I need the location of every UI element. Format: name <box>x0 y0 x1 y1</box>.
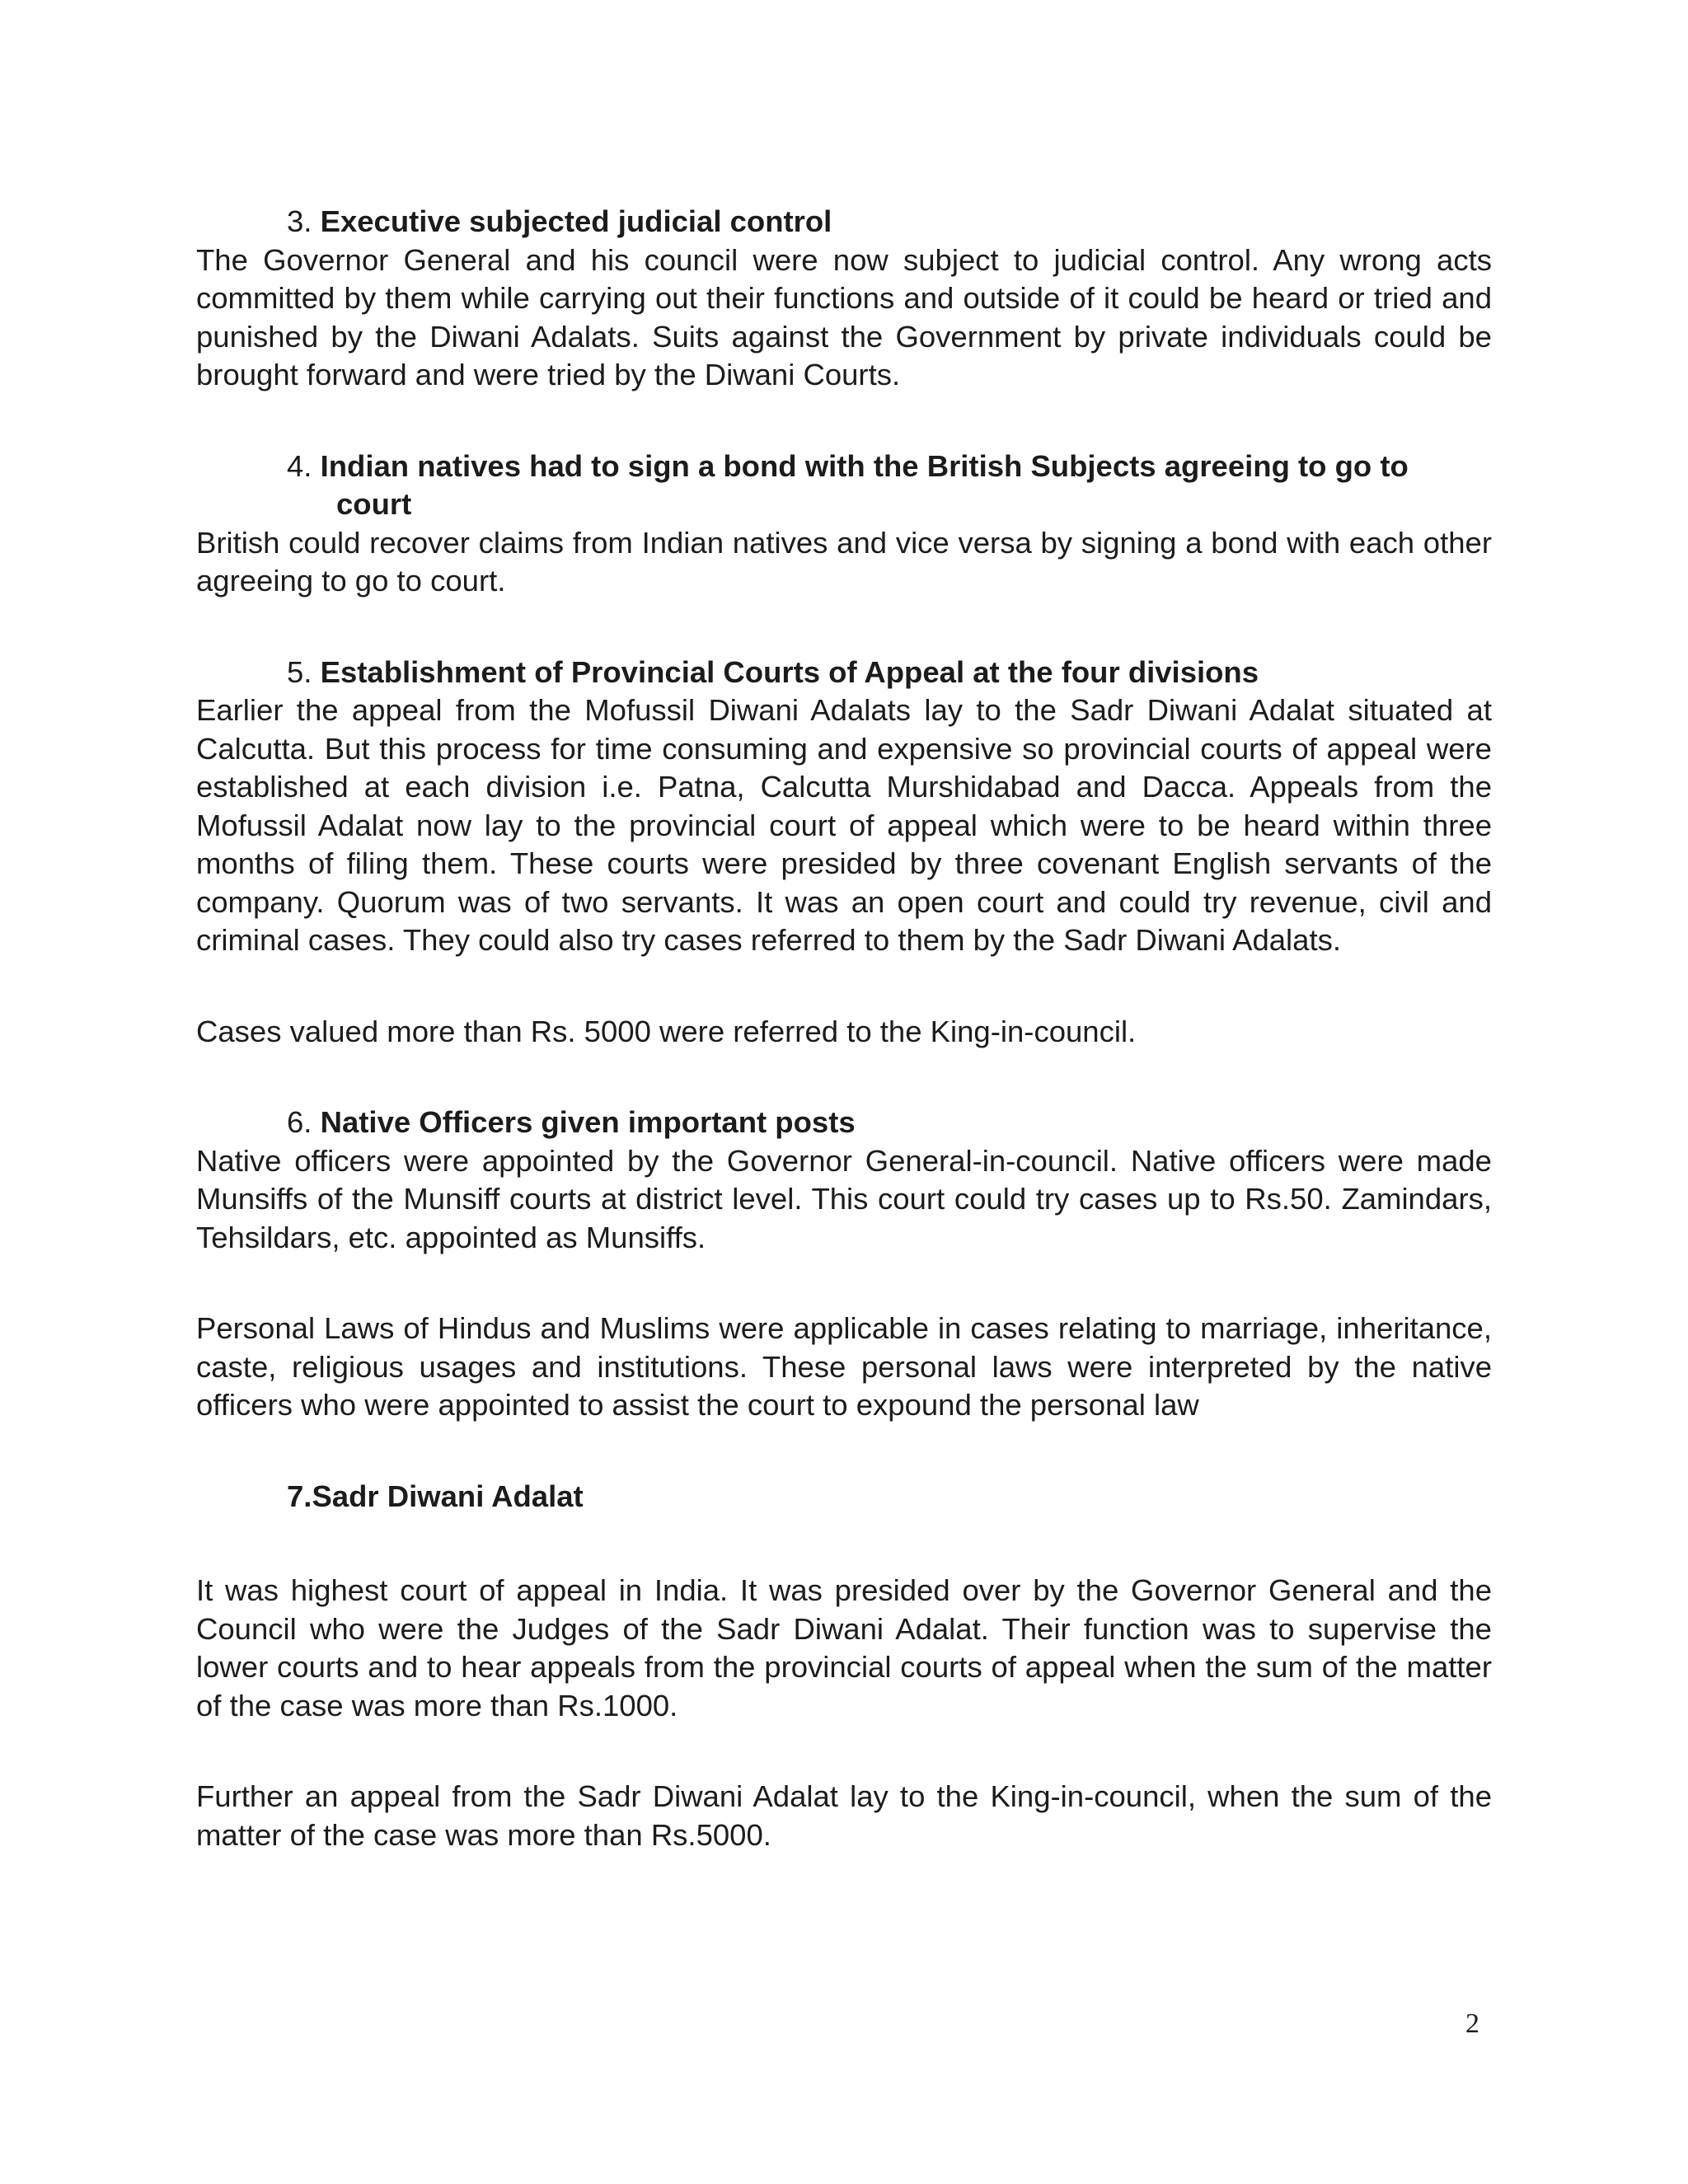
section-heading-7 <box>196 1478 1492 1516</box>
section-number: 7. <box>287 1479 312 1513</box>
page-content <box>196 203 1492 1854</box>
section-heading-5 <box>196 654 1492 692</box>
section-heading-6 <box>196 1104 1492 1142</box>
section-5-paragraph-1: Earlier the appeal from the Mofussil Diwani Adalats lay to the Sadr Diwani Adalat situated at Calcutta. But this process for time consuming and expensive so provincial courts of appeal were established at each division i.e. Patna, Calcutta Murshidabad and Dacca. Appeals from the Mofussil Adalat now lay to the provincial court of appeal which were to be heard within three months of filing them. These courts were presided by three covenant English servants of the company. Quorum was of two servants. It was an open court and could try revenue, civil and criminal cases. They could also try cases referred to them by the Sadr Diwani Adalats. <box>196 693 1492 957</box>
section-7-paragraph-2: Further an appeal from the Sadr Diwani Adalat lay to the King-in-council, when the sum of the matter of the case was more than Rs.5000. <box>196 1779 1492 1852</box>
section-title: Native Officers given important posts <box>320 1105 856 1139</box>
section-7-paragraph-1: It was highest court of appeal in India. It was presided over by the Governor General and the Council who were the Judges of the Sadr Diwani Adalat. Their function was to supervise the lower courts and to hear appeals from the provincial courts of appeal when the sum of the matter of the case was more than Rs.1000. <box>196 1573 1492 1722</box>
section-5-paragraph-2: Cases valued more than Rs. 5000 were referred to the King-in-council. <box>196 1014 1137 1048</box>
section-heading-4 <box>196 448 1492 524</box>
section-title: Indian natives had to sign a bond with the British Subjects agreeing to go to court <box>320 448 1409 521</box>
section-number: 3. <box>287 204 312 238</box>
section-heading-3 <box>196 203 1492 241</box>
section-number: 4. <box>287 448 312 483</box>
section-4-paragraph-1: British could recover claims from Indian natives and vice versa by signing a bond with each other agreeing to go to court. <box>196 525 1492 598</box>
section-6-paragraph-1: Native officers were appointed by the Governor General-in-council. Native officers were made Munsiffs of the Munsiff courts at district level. This court could try cases up to Rs.50. Zamindars, Tehsildars, etc. appointed as Munsiffs. <box>196 1143 1492 1254</box>
section-3-paragraph-1: The Governor General and his council were now subject to judicial control. Any wrong acts committed by them while carrying out their functions and outside of it could be heard or tried and punished by the Diwani Adalats. Suits against the Government by private individuals could be brought forward and were tried by the Diwani Courts. <box>196 242 1492 391</box>
section-title: Executive subjected judicial control <box>320 204 832 238</box>
section-number: 5. <box>287 654 312 689</box>
section-number: 6. <box>287 1105 312 1139</box>
section-title: Sadr Diwani Adalat <box>312 1479 584 1513</box>
section-title: Establishment of Provincial Courts of Appeal at the four divisions <box>320 654 1259 689</box>
page-number: 2 <box>1465 2008 1479 2039</box>
section-6-paragraph-2: Personal Laws of Hindus and Muslims were applicable in cases relating to marriage, inheritance, caste, religious usages and institutions. These personal laws were interpreted by the native officers who were appointed to assist the court to expound the personal law <box>196 1311 1492 1422</box>
